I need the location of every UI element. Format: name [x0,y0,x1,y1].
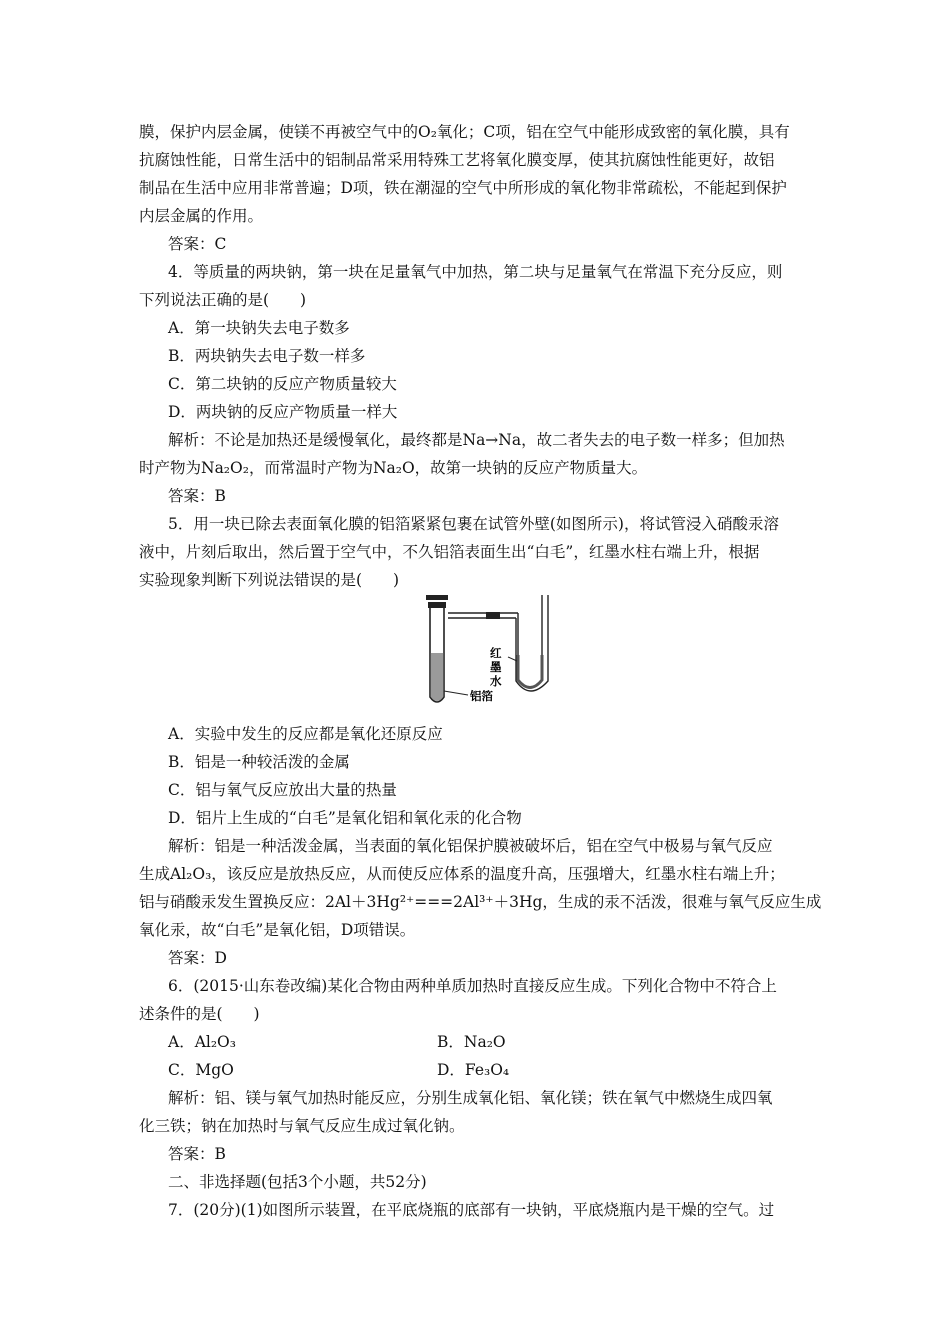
analysis-line: 时产物为Na₂O₂，而常温时产物为Na₂O，故第一块钠的反应产物质量大。 [139,459,648,477]
apparatus-diagram [418,595,568,713]
ink-label-3: 水 [490,674,502,688]
option-d: D．铝片上生成的“白毛”是氧化铝和氧化汞的化合物 [168,809,522,827]
analysis-line: 解析：铝、镁与氧气加热时能反应，分别生成氧化铝、氧化镁；铁在氧气中燃烧生成四氧 [168,1089,773,1107]
answer-line: 答案：C [168,235,227,253]
stopper [428,602,446,608]
question-5-stem-cont: 实验现象判断下列说法错误的是( ) [139,571,400,589]
text-line: 膜，保护内层金属，使镁不再被空气中的O₂氧化；C项，铝在空气中能形成致密的氧化膜，具有 [139,123,790,141]
option-b: B．两块钠失去电子数一样多 [168,347,366,365]
analysis-line: 化三铁；钠在加热时与氧气反应生成过氧化钠。 [139,1117,465,1135]
option-a: A．第一块钠失去电子数多 [168,319,350,337]
analysis-line: 解析：不论是加热还是缓慢氧化，最终都是Na→Na，故二者失去的电子数一样多；但加热 [168,431,785,449]
analysis-line: 氧化汞，故“白毛”是氧化铝，D项错误。 [139,921,416,939]
option-c: C．铝与氧气反应放出大量的热量 [168,781,397,799]
test-tube-figure [418,595,568,713]
text-line: 抗腐蚀性能，日常生活中的铝制品常采用特殊工艺将氧化膜变厚，使其抗腐蚀性能更好，故铝 [139,151,775,169]
answer-line: 答案：D [168,949,227,967]
option-b: B．Na₂O [437,1033,506,1051]
option-d: D．Fe₃O₄ [437,1061,510,1079]
section-heading: 二、非选择题(包括3个小题，共52分) [168,1173,427,1191]
stopper-top [426,595,448,600]
foil-pointer [444,691,468,695]
foil-label: 铝箔 [470,689,493,703]
answer-line: 答案：B [168,1145,226,1163]
question-7-stem: 7．(20分)(1)如图所示装置，在平底烧瓶的底部有一块钠，平底烧瓶内是干燥的空气。过 [168,1201,775,1219]
option-c: C．第二块钠的反应产物质量较大 [168,375,397,393]
option-a: A．实验中发生的反应都是氧化还原反应 [168,725,443,743]
option-d: D．两块钠的反应产物质量一样大 [168,403,398,421]
u-tube-outer [518,595,542,688]
question-4-stem-cont: 下列说法正确的是( ) [139,291,307,309]
question-6-stem-cont: 述条件的是( ) [139,1005,260,1023]
question-4-stem: 4．等质量的两块钠，第一块在足量氧气中加热，第二块与足量氧气在常温下充分反应，则 [168,263,783,281]
red-ink-column [518,655,542,688]
analysis-line: 解析：铝是一种活泼金属，当表面的氧化铝保护膜被破坏后，铝在空气中极易与氧气反应 [168,837,773,855]
question-5-stem: 5．用一块已除去表面氧化膜的铝箔紧紧包裹在试管外壁(如图所示)，将试管浸入硝酸汞溶 [168,515,779,533]
text-line: 制品在生活中应用非常普遍；D项，铁在潮湿的空气中所形成的氧化物非常疏松，不能起到保护 [139,179,787,197]
analysis-line: 生成Al₂O₃，该反应是放热反应，从而使反应体系的温度升高，压强增大，红墨水柱右端上升； [139,865,785,883]
option-a: A．Al₂O₃ [168,1033,236,1051]
connector [486,612,500,619]
aluminum-foil [431,653,443,701]
option-b: B．铝是一种较活泼的金属 [168,753,350,771]
ink-label-1: 红 [490,646,502,660]
text-line: 内层金属的作用。 [139,207,264,225]
analysis-line: 铝与硝酸汞发生置换反应：2Al＋3Hg²⁺===2Al³⁺＋3Hg，生成的汞不活泼，很难与氧气反应生成 [139,893,822,911]
option-c: C．MgO [168,1061,234,1079]
answer-line: 答案：B [168,487,226,505]
ink-label-2: 墨 [490,660,502,674]
question-6-stem: 6．(2015·山东卷改编)某化合物由两种单质加热时直接反应生成。下列化合物中不符合上 [168,977,777,995]
question-5-stem-cont: 液中，片刻后取出，然后置于空气中，不久铝箔表面生出“白毛”，红墨水柱右端上升，根据 [139,543,760,561]
